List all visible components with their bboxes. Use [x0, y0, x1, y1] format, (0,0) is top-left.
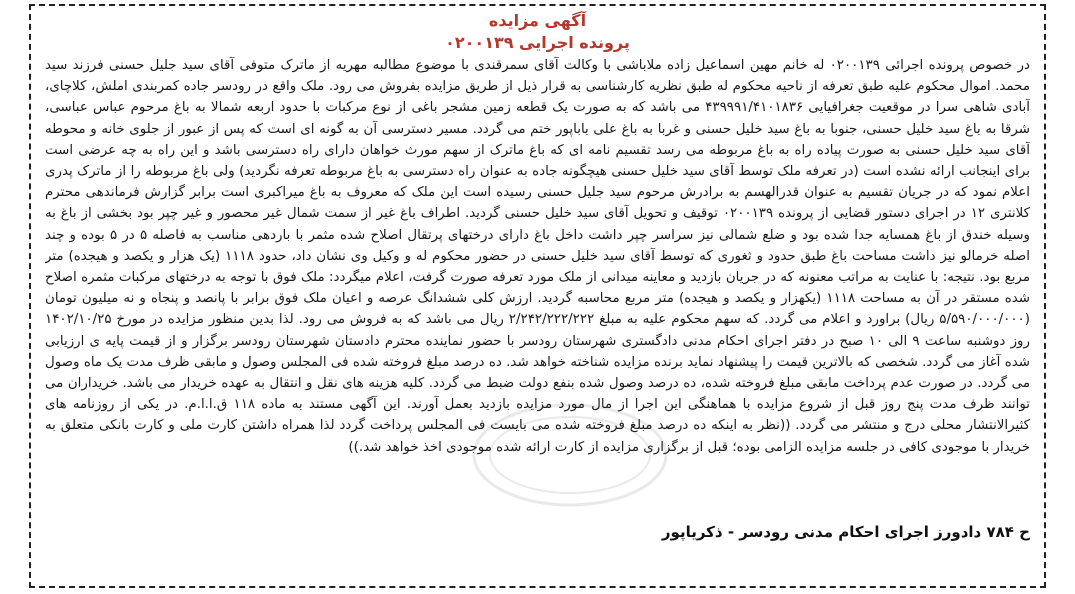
notice-title: آگهی مزایده: [488, 11, 587, 30]
auction-notice: [29, 4, 1046, 588]
notice-body: در خصوص پرونده اجرائی ۰۲۰۰۱۳۹ له خانم مهین اسماعیل زاده ملاباشی با وکالت آقای سمرقندی با موضوع مطالبه مهریه از ماترک متوفی آقای سید جلیل حسنی فرزند سید محمد. اموال محکوم علیه طبق تعرفه از ناحیه محکوم له طبق نظریه کارشناسی به قرار ذیل از طریق مزایده بفروش می رود. ملک واقع در رودسر جاده کمربندی املش، کلاچای، آبادی شاهی سرا در موقعیت جغرافیایی ۴۳۹۹۹۱/۴۱۰۱۸۳۶ می باشد که به صورت یک قطعه زمین مشجر باغی از نوع مرکبات با حدود اربعه شمالا به باغ مرحوم عباس عباسی، شرقا به باغ سید خلیل حسنی، جنوبا به باغ سید خلیل حسنی و غربا به باغ علی باباپور ختم می گردد. مسیر دسترسی آن به گونه ای است که پس از عبور از جلوی خانه و محوطه آقای سید خلیل حسنی به صورت پیاده راه به باغ مربوطه می رسد تقسیم نامه ای که باغ ماترک از سهم مورث خواهان دارای راه دسترسی باشد و این راه به چه عرضی است برای اینجانب ارائه نشده است (در تعرفه ملک توسط آقای سید خلیل حسنی هیچگونه جاده به عنوان راه دسترسی به باغ مربوطه تعرفه نگردید) ولی باغ مربوطه را از ماترک پدری اعلام نمود که در جریان تقسیم به عنوان قدرالهسم به برادرش مرحوم سید جلیل حسنی رسیده است این ملک که معروف به باغ میراکبری است برابر گزارش فرماندهی محترم کلانتری ۱۲ در اجرای دستور قضایی از پرونده ۰۲۰۰۱۳۹ توقیف و تحویل آقای سید خلیل حسنی گردید. اطراف باغ غیر از سمت شمال غیر محصور و غیر چپر بود بخشی از باغ به وسیله خندق از باغ همسایه جدا شده بود و ضلع شمالی نیز سراسر چپر داشت داخل باغ دارای درختهای پرتقال اصلاح شده مثمر با باردهی مناسب به فاصله ۵ در ۵ بوده و چند اصله خرمالو نیز داشت مساحت باغ طبق حدود و ثغوری که توسط آقای سید خلیل حسنی در حضور محکوم له و وکیل وی نشان داد، حدود ۱۱۱۸ (یک هزار و یکصد و هیجده) متر مربع بود. نتیجه: با عنایت به مراتب معنونه که در جریان بازدید و معاینه میدانی از ملک مورد تعرفه صورت گرفت، اعلام میگردد: ملک فوق با توجه به درختهای مرکبات مثمره اصلاح شده مستقر در آن به مساحت ۱۱۱۸ (یکهزار و یکصد و هیجده) متر مربع محاسبه گردید. ارزش کلی ششدانگ عرصه و اعیان ملک فوق برابر با پانصد و پنجاه و نه میلیون تومان (۵/۵۹۰/۰۰۰/۰۰۰ ریال) براورد و اعلام می گردد. که سهم محکوم علیه به مبلغ ۲/۲۴۲/۲۲۲/۲۲۲ ریال می باشد که به فروش می رود. لذا بدین منظور مزایده در مورخ ۱۴۰۲/۱۰/۲۵ روز دوشنبه ساعت ۹ الی ۱۰ صبح در دفتر اجرای احکام مدنی دادگستری شهرستان رودسر با حضور نماینده محترم دادستان شهرستان رودسر برگزار و از قیمت پایه ی ارزیابی شده آغاز می گردد. شخصی که بالاترین قیمت را پیشنهاد نماید برنده مزایده شناخته خواهد شد. ده درصد مبلغ فروخته شده فی المجلس وصول و مابقی ظرف مدت یک ماه وصول می گردد. در صورت عدم پرداخت مابقی مبلغ فروخته شده، ده درصد وصول شده بنفع دولت ضبط می گردد. کلیه هزینه های نقل و انتقال به عهده خریدار می باشد. خریداران می توانند ظرف مدت پنج روز قبل از شروع مزایده با هماهنگی این اجرا از مال مورد مزایده بازدید بعمل آورند. این آگهی مستند به ماده ۱۱۸ ق.ا.ا.م. در یکی از روزنامه های کثیرالانتشار محلی درج و منتشر می گردد. ((نظر به اینکه ده درصد مبلغ فروخته شده می بایست فی المجلس پرداخت گردد لذا همراه داشتن کارت ملی و کارت بانکی متعلق به خریدار با موجودی کافی در جلسه مزایده الزامی بوده؛ قبل از برگزاری مزایده از کارت ارائه شده موجودی اخذ خواهد شد.)): [45, 58, 1030, 455]
signature-line: ح ۷۸۴ دادورز اجرای احکام مدنی رودسر - ذکریاپور: [661, 523, 1030, 541]
case-number-subtitle: پرونده اجرایی ۰۲۰۰۱۳۹: [445, 33, 630, 52]
